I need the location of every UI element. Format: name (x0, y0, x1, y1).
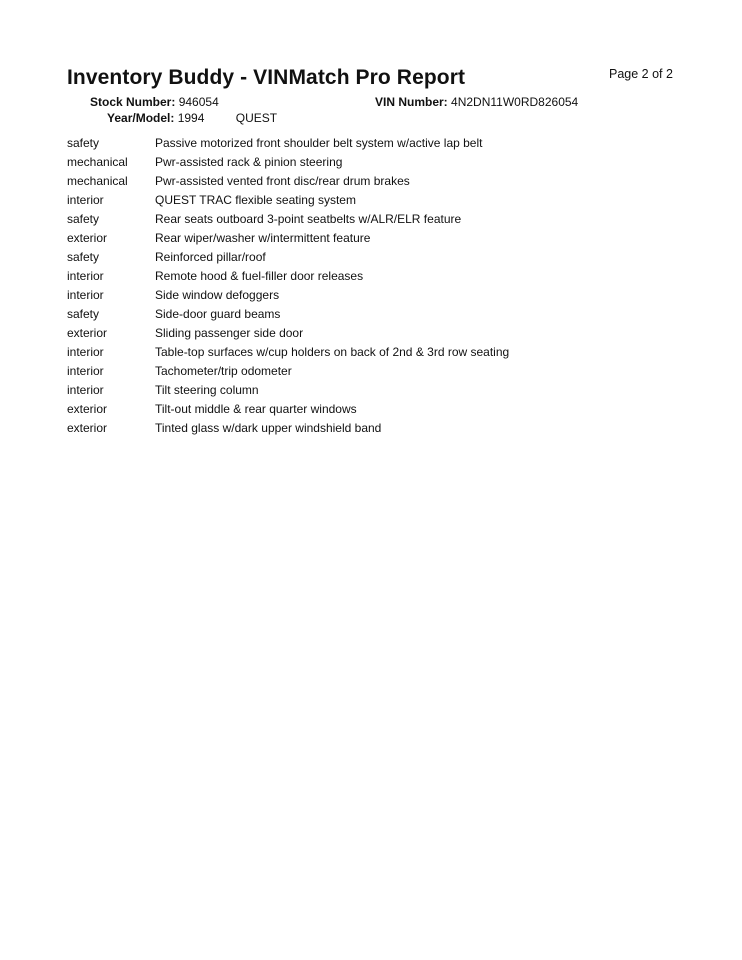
year-value: 1994 (177, 111, 205, 125)
feature-category: exterior (67, 420, 108, 435)
vin-number-field (375, 95, 578, 109)
feature-row (67, 380, 687, 399)
feature-category: exterior (67, 230, 108, 245)
feature-category: interior (67, 268, 104, 283)
report-title: Inventory Buddy - VINMatch Pro Report (67, 66, 466, 89)
feature-row (67, 133, 687, 152)
stock-number-field (90, 95, 219, 109)
year-model-label: Year/Model: (107, 111, 175, 125)
feature-category: mechanical (67, 173, 128, 188)
feature-category: safety (67, 211, 100, 226)
feature-category: interior (67, 344, 104, 359)
feature-description: Rear seats outboard 3-point seatbelts w/ALR/ELR feature (155, 211, 462, 226)
feature-description: Pwr-assisted vented front disc/rear drum brakes (155, 173, 410, 188)
feature-row (67, 285, 687, 304)
vin-number-value: 4N2DN11W0RD826054 (451, 95, 579, 109)
feature-description: Tilt steering column (155, 382, 259, 397)
feature-description: Rear wiper/washer w/intermittent feature (155, 230, 371, 245)
feature-category: interior (67, 382, 104, 397)
feature-category: exterior (67, 325, 108, 340)
feature-description: Reinforced pillar/roof (155, 249, 266, 264)
feature-list (67, 133, 687, 437)
feature-description: Tilt-out middle & rear quarter windows (155, 401, 357, 416)
feature-row (67, 399, 687, 418)
feature-description: Passive motorized front shoulder belt system w/active lap belt (155, 135, 483, 150)
feature-row (67, 361, 687, 380)
feature-description: Side window defoggers (155, 287, 280, 302)
feature-description: Side-door guard beams (155, 306, 281, 321)
feature-category: safety (67, 306, 100, 321)
feature-row (67, 209, 687, 228)
feature-description: Remote hood & fuel-filler door releases (155, 268, 364, 283)
year-model-field (107, 111, 277, 125)
feature-description: Sliding passenger side door (155, 325, 304, 340)
feature-row (67, 152, 687, 171)
feature-row (67, 266, 687, 285)
feature-row (67, 171, 687, 190)
feature-category: safety (67, 249, 100, 264)
feature-category: interior (67, 287, 104, 302)
page-indicator: Page 2 of 2 (609, 67, 673, 81)
stock-number-label: Stock Number: (90, 95, 176, 109)
feature-description: QUEST TRAC flexible seating system (155, 192, 356, 207)
feature-row (67, 323, 687, 342)
feature-category: safety (67, 135, 100, 150)
model-value: QUEST (235, 111, 278, 125)
feature-description: Table-top surfaces w/cup holders on back of 2nd & 3rd row seating (155, 344, 510, 359)
feature-description: Pwr-assisted rack & pinion steering (155, 154, 343, 169)
feature-description: Tachometer/trip odometer (155, 363, 292, 378)
vin-number-label: VIN Number: (375, 95, 448, 109)
stock-number-value: 946054 (178, 95, 219, 109)
feature-category: exterior (67, 401, 108, 416)
feature-category: interior (67, 363, 104, 378)
feature-row (67, 304, 687, 323)
feature-description: Tinted glass w/dark upper windshield band (155, 420, 382, 435)
feature-row (67, 228, 687, 247)
feature-category: interior (67, 192, 104, 207)
feature-category: mechanical (67, 154, 128, 169)
feature-row (67, 342, 687, 361)
feature-row (67, 190, 687, 209)
feature-row (67, 247, 687, 266)
feature-row (67, 418, 687, 437)
